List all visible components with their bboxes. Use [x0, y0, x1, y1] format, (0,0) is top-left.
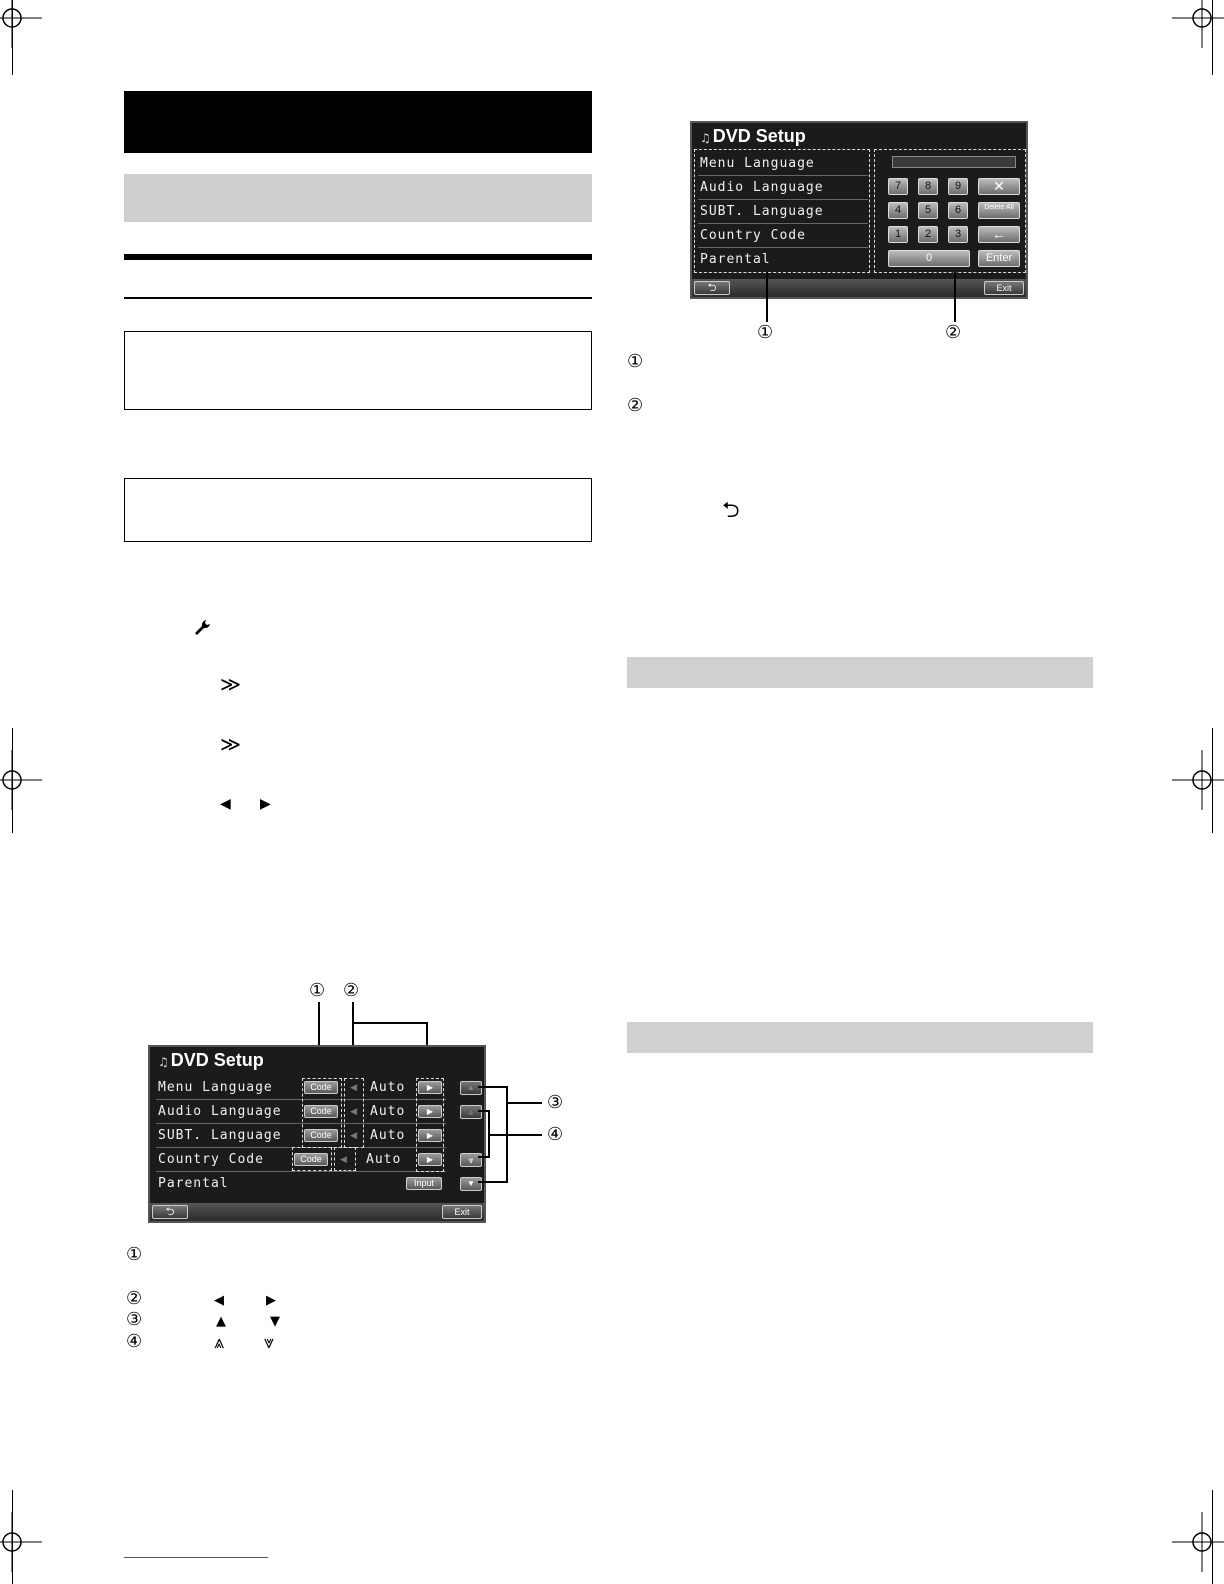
- legend-marker-4: ④: [126, 1331, 143, 1352]
- registration-mark-icon: [1172, 1512, 1224, 1572]
- key-6[interactable]: 6: [948, 202, 968, 219]
- return-button[interactable]: [152, 1205, 188, 1219]
- note-box: [124, 478, 592, 542]
- registration-mark-icon: [0, 1512, 42, 1572]
- section-header-bar: [124, 174, 592, 222]
- key-5[interactable]: 5: [918, 202, 938, 219]
- key-1[interactable]: 1: [888, 226, 908, 243]
- backspace-key[interactable]: [978, 226, 1020, 243]
- scroll-down-button[interactable]: ▼: [460, 1177, 482, 1191]
- setting-row-audio-language[interactable]: Audio Language: [700, 180, 824, 195]
- return-icon: ⮌: [722, 498, 740, 523]
- note-box: [124, 331, 592, 410]
- setting-row-subt-language[interactable]: SUBT. Language: [158, 1128, 282, 1143]
- setting-row-menu-language[interactable]: Menu Language: [158, 1080, 273, 1095]
- key-8[interactable]: 8: [918, 178, 938, 195]
- legend-marker-2: ②: [627, 395, 644, 416]
- callout-2: ②: [343, 980, 360, 1001]
- down-arrow-icon: ▼: [270, 1314, 280, 1329]
- crop-line: [12, 1490, 13, 1584]
- setting-row-parental[interactable]: Parental: [158, 1176, 229, 1191]
- double-arrow-icon: ≫: [220, 732, 241, 756]
- arrow-column-outline: [334, 1147, 356, 1171]
- left-arrow-icon: ◀: [214, 1293, 224, 1308]
- parental-input-button[interactable]: Input: [406, 1177, 442, 1190]
- callout-line: [766, 272, 768, 322]
- divider-thin: [124, 297, 592, 299]
- dvd-setup-screen-list: [148, 1045, 486, 1223]
- next-option-button[interactable]: ▶: [418, 1153, 442, 1166]
- screen-footer: [150, 1203, 484, 1221]
- next-option-button[interactable]: ▶: [418, 1129, 442, 1142]
- arrow-column-outline: [416, 1078, 444, 1172]
- crop-line: [1212, 1490, 1213, 1584]
- key-4[interactable]: 4: [888, 202, 908, 219]
- legend-marker-3: ③: [126, 1309, 143, 1330]
- key-2[interactable]: 2: [918, 226, 938, 243]
- clear-key[interactable]: [978, 178, 1020, 195]
- code-column-outline: [292, 1147, 332, 1171]
- next-option-button[interactable]: ▶: [418, 1105, 442, 1118]
- right-arrow-icon: ▶: [266, 1293, 276, 1308]
- enter-key[interactable]: Enter: [978, 250, 1020, 267]
- callout-3: ③: [547, 1092, 564, 1113]
- up-arrow-icon: ▲: [216, 1314, 226, 1329]
- arrow-column-outline: [344, 1078, 364, 1148]
- double-up-arrow-icon: ⩓: [214, 1332, 225, 1353]
- double-arrow-icon: ≫: [220, 672, 241, 696]
- left-arrow-icon: ◀: [220, 796, 231, 812]
- divider-thick: [124, 254, 592, 260]
- option-value: Auto: [370, 1128, 406, 1143]
- screen-title: ♫ DVD Setup: [700, 126, 806, 146]
- crop-line: [1212, 728, 1213, 833]
- option-value: Auto: [366, 1152, 402, 1167]
- dvd-setup-screen-code-input: [690, 121, 1028, 299]
- key-9[interactable]: 9: [948, 178, 968, 195]
- footer-rule: [124, 1557, 268, 1558]
- code-display-field: [892, 156, 1016, 168]
- page-down-button[interactable]: ⩔: [460, 1153, 482, 1167]
- crop-line: [12, 728, 13, 833]
- double-down-arrow-icon: ⩔: [264, 1332, 275, 1353]
- return-icon: ⮌: [707, 282, 717, 294]
- callout-4: ④: [547, 1124, 564, 1145]
- arrow-left-icon: ←: [992, 226, 1006, 242]
- option-value: Auto: [370, 1104, 406, 1119]
- wrench-icon: [192, 618, 212, 638]
- setting-row-audio-language[interactable]: Audio Language: [158, 1104, 282, 1119]
- prev-option-icon[interactable]: ◀: [350, 1082, 357, 1092]
- scroll-up-button[interactable]: ▲: [460, 1081, 482, 1095]
- section-header-bar: [627, 657, 1093, 688]
- dvd-icon: ♫: [158, 1055, 169, 1069]
- section-header-bar: [627, 1022, 1093, 1053]
- legend-marker-2: ②: [126, 1288, 143, 1309]
- code-button[interactable]: Code: [304, 1129, 338, 1142]
- crop-line: [12, 0, 13, 75]
- screen-title: ♫ DVD Setup: [158, 1050, 264, 1070]
- key-0[interactable]: 0: [888, 250, 970, 267]
- screen-footer: [692, 279, 1026, 297]
- callout-line: [954, 272, 956, 322]
- exit-button[interactable]: Exit: [984, 281, 1024, 295]
- page-up-button[interactable]: ⩓: [460, 1105, 482, 1119]
- legend-marker-1: ①: [627, 351, 644, 372]
- setting-row-parental[interactable]: Parental: [700, 252, 771, 267]
- registration-mark-icon: [1172, 0, 1224, 48]
- chapter-header-bar: [124, 91, 592, 153]
- next-option-button[interactable]: ▶: [418, 1081, 442, 1094]
- crop-line: [1212, 0, 1213, 75]
- close-icon: ✕: [993, 178, 1005, 194]
- code-column-outline: [302, 1078, 342, 1148]
- option-value: Auto: [370, 1080, 406, 1095]
- code-button[interactable]: Code: [304, 1105, 338, 1118]
- callout-2: ②: [945, 322, 962, 343]
- setting-row-subt-language[interactable]: SUBT. Language: [700, 204, 824, 219]
- registration-mark-icon: [1172, 750, 1224, 810]
- key-7[interactable]: 7: [888, 178, 908, 195]
- right-arrow-icon: ▶: [260, 796, 271, 812]
- key-3[interactable]: 3: [948, 226, 968, 243]
- prev-option-icon[interactable]: ◀: [350, 1130, 357, 1140]
- registration-mark-icon: [0, 750, 42, 810]
- dvd-icon: ♫: [700, 131, 711, 145]
- callout-1: ①: [309, 980, 326, 1001]
- delete-all-key[interactable]: Delete All: [978, 202, 1020, 219]
- setting-row-country-code[interactable]: Country Code: [700, 228, 806, 243]
- code-button[interactable]: Code: [304, 1081, 338, 1094]
- callout-1: ①: [757, 322, 774, 343]
- return-icon: ⮌: [165, 1206, 175, 1218]
- registration-mark-icon: [0, 0, 42, 48]
- prev-option-icon[interactable]: ◀: [340, 1154, 347, 1164]
- setting-row-menu-language[interactable]: Menu Language: [700, 156, 815, 171]
- prev-option-icon[interactable]: ◀: [350, 1106, 357, 1116]
- exit-button[interactable]: Exit: [442, 1205, 482, 1219]
- setting-row-country-code[interactable]: Country Code: [158, 1152, 264, 1167]
- return-button[interactable]: [694, 281, 730, 295]
- legend-marker-1: ①: [126, 1244, 143, 1265]
- code-button[interactable]: Code: [294, 1153, 328, 1166]
